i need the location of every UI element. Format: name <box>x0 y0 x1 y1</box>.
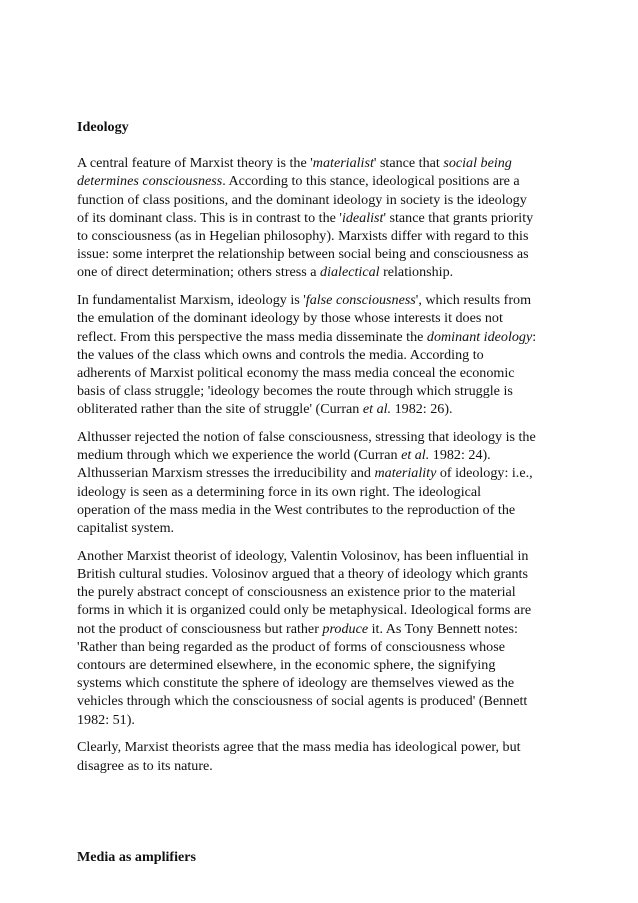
italic-run: materiality <box>374 465 437 482</box>
text-run: : the values of the class which owns and controls the media. According to adherents of Marxist political economy the mass media conceal the economic basis of class struggle; 'ideology becomes the route through which struggle is obliterated rather than the site of struggle' (Curran <box>77 328 537 418</box>
text-run: A central feature of Marxist theory is the ' <box>77 155 313 172</box>
paragraph-4 <box>77 547 537 729</box>
text-run: ', which results from the emulation of the dominant ideology by those whose interests it does not reflect. From this perspective the mass media disseminate the <box>77 292 532 345</box>
text-run: ' stance that grants priority to consciousness (as in Hegelian philosophy). Marxists differ with regard to this issue: some interpret the relationship between social being and consciousness as one of direct determination; others stress a <box>77 209 534 281</box>
italic-run: false consciousness <box>305 292 416 309</box>
italic-run: et al. <box>401 447 430 464</box>
text-run: . According to this stance, ideological positions are a function of class positions, and the dominant ideology in society is the ideology of its dominant class. This is in contrast to the ' <box>77 173 527 226</box>
paragraph-1 <box>77 154 537 281</box>
text-run: 1982: 26). <box>391 401 453 418</box>
text-run: Althusser rejected the notion of false consciousness, stressing that ideology is the medium through which we experience the world (Curran <box>77 429 536 464</box>
text-run: Another Marxist theorist of ideology, Valentin Volosinov, has been influential in British cultural studies. Volosinov argued that a theory of ideology which grants the purely abstract concept of consciousness an existence prior to the material forms in which it is organized could only be metaphysical. Ideological forms are not the product of consciousness but rather <box>77 547 532 637</box>
document-page <box>77 118 537 884</box>
text-run: it. As Tony Bennett notes: 'Rather than being regarded as the product of forms of consciousness whose contours are determined elsewhere, in the economic sphere, the signifying systems which constitute the sphere of ideology are themselves viewed as the vehicles through which the consciousness of social agents is produced' (Bennett 1982: 51). <box>77 620 528 728</box>
italic-run: idealist <box>341 209 384 226</box>
text-run: Clearly, Marxist theorists agree that the mass media has ideological power, but disagree as to its nature. <box>77 739 521 774</box>
text-run: In fundamentalist Marxism, ideology is ' <box>77 292 306 309</box>
paragraph-5 <box>77 738 537 774</box>
section-gap <box>77 784 537 848</box>
text-run: 1982: 24). Althusserian Marxism stresses the irreducibility and <box>77 447 491 482</box>
italic-run: et al. <box>362 401 392 418</box>
italic-run: dialectical <box>320 264 380 281</box>
italic-run: dominant ideology <box>426 328 533 345</box>
italic-run: produce <box>322 620 369 637</box>
text-run: of ideology: i.e., ideology is seen as a determining force in its own right. The ideological operation of the mass media in the West contributes to the reproduction of the capitalist system. <box>77 465 533 537</box>
italic-run: materialist <box>312 155 374 172</box>
section-heading-ideology: Ideology <box>77 119 129 135</box>
paragraph-2 <box>77 291 537 418</box>
italic-run: social being determines consciousness <box>77 155 512 190</box>
paragraph-3 <box>77 428 537 537</box>
section-heading-media-amplifiers: Media as amplifiers <box>77 849 196 866</box>
text-run: ' stance that <box>373 155 444 172</box>
text-run: relationship. <box>379 264 454 281</box>
